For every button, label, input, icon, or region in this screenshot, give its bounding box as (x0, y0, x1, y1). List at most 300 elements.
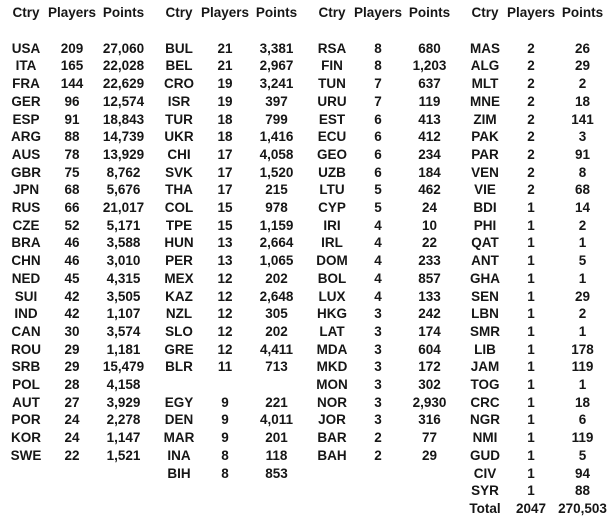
cell-players: 1 (527, 323, 535, 339)
table-row (310, 394, 457, 412)
cell-players: 15 (217, 217, 233, 233)
table-row (157, 341, 304, 359)
cell-points: 221 (265, 394, 288, 410)
cell-players: 2 (527, 58, 535, 74)
cell-ctry: EST (318, 111, 346, 127)
cell-points: 141 (571, 111, 594, 127)
table-row (4, 358, 151, 376)
table-row (157, 111, 304, 129)
table-group-1 (4, 4, 151, 465)
cell-points: 5 (578, 447, 587, 463)
cell-players: 27 (64, 394, 80, 410)
cell-ctry: POR (11, 412, 41, 428)
cell-players: 18 (217, 111, 233, 127)
table-row (310, 447, 457, 465)
table-row (463, 234, 610, 252)
cell-players: 3 (374, 377, 382, 393)
cell-points: 10 (421, 217, 438, 233)
cell-ctry: PAK (471, 129, 499, 145)
cell-points: 1 (578, 270, 587, 286)
column-header-ctry: Ctry (471, 5, 499, 20)
spacer-row (463, 22, 610, 40)
table-row (463, 270, 610, 288)
cell-points: 604 (418, 341, 441, 357)
cell-points: 462 (418, 182, 441, 198)
cell-ctry: CAN (11, 323, 41, 339)
cell-ctry: IND (14, 306, 38, 322)
cell-ctry: MNE (470, 93, 500, 109)
cell-points: 234 (418, 146, 441, 162)
cell-players: 8 (374, 40, 382, 56)
cell-points: 5 (578, 253, 587, 269)
cell-points: 3 (578, 129, 587, 145)
cell-players: 8 (221, 447, 229, 463)
table-row (463, 305, 610, 323)
cell-ctry: KAZ (165, 288, 193, 304)
cell-players: 1 (527, 412, 535, 428)
table-row (4, 394, 151, 412)
cell-players: 4 (374, 253, 382, 269)
cell-ctry: GUD (470, 447, 500, 463)
cell-ctry: BUL (165, 40, 193, 56)
cell-ctry: CHN (11, 253, 41, 269)
cell-players: 42 (64, 306, 80, 322)
table-row (157, 288, 304, 306)
cell-points: 26 (574, 40, 591, 56)
cell-players: 3 (374, 323, 382, 339)
cell-ctry: RSA (317, 40, 347, 56)
cell-ctry: JOR (318, 412, 346, 428)
cell-players: 96 (64, 93, 80, 109)
cell-points: 13,929 (102, 146, 145, 162)
cell-ctry: HKG (317, 306, 347, 322)
cell-ctry: SUI (14, 288, 38, 304)
cell-players: 17 (217, 182, 233, 198)
cell-points: 22,028 (102, 58, 145, 74)
cell-points: 2,278 (106, 412, 141, 428)
cell-players: 4 (374, 217, 382, 233)
cell-points: 2,648 (259, 288, 294, 304)
table-row (463, 111, 610, 129)
cell-ctry: AUS (11, 146, 41, 162)
cell-points: 202 (265, 270, 288, 286)
cell-players: 91 (64, 111, 80, 127)
column-header-points: Points (102, 5, 145, 20)
cell-ctry: MAS (470, 40, 500, 56)
cell-ctry: BRA (11, 235, 41, 251)
header-row (310, 4, 457, 22)
cell-points: 412 (418, 129, 441, 145)
table-row (463, 199, 610, 217)
table-row (310, 323, 457, 341)
column-header-points: Points (408, 5, 451, 20)
cell-players: 5 (374, 182, 382, 198)
header-row (157, 4, 304, 22)
cell-points: 3,929 (106, 394, 141, 410)
table-row (463, 411, 610, 429)
cell-ctry: VEN (471, 164, 499, 180)
cell-ctry: FIN (321, 58, 343, 74)
cell-players: 7 (374, 93, 382, 109)
cell-players: 144 (60, 76, 84, 92)
cell-ctry: LAT (319, 323, 345, 339)
table-row (463, 93, 610, 111)
cell-points: 1 (578, 235, 587, 251)
cell-points: 4,058 (259, 146, 294, 162)
cell-ctry: BIH (167, 465, 191, 481)
cell-players: 28 (64, 377, 80, 393)
table-row (4, 199, 151, 217)
table-row (157, 93, 304, 111)
cell-points: 270,503 (558, 500, 607, 516)
cell-points: 5,171 (106, 217, 141, 233)
cell-players: 75 (64, 164, 80, 180)
table-row (310, 181, 457, 199)
cell-points: 397 (265, 93, 288, 109)
cell-points: 1,520 (259, 164, 294, 180)
cell-players: 21 (217, 58, 233, 74)
cell-points: 316 (418, 412, 441, 428)
table-row (4, 75, 151, 93)
cell-ctry: GEO (316, 146, 347, 162)
cell-players: 78 (64, 146, 80, 162)
cell-ctry: SVK (165, 164, 193, 180)
cell-ctry: URU (317, 93, 347, 109)
header-row (4, 4, 151, 22)
cell-players: 1 (527, 483, 535, 499)
table-row (310, 429, 457, 447)
cell-players: 42 (64, 288, 80, 304)
cell-players: 1 (527, 288, 535, 304)
table-row (463, 288, 610, 306)
table-row (310, 93, 457, 111)
cell-ctry: MEX (164, 270, 194, 286)
cell-ctry: SYR (471, 483, 499, 499)
table-row (310, 234, 457, 252)
cell-players: 24 (64, 412, 80, 428)
cell-players: 1 (527, 306, 535, 322)
table-row (4, 288, 151, 306)
table-row (157, 323, 304, 341)
cell-players: 1 (527, 447, 535, 463)
cell-players: 9 (221, 394, 229, 410)
cell-ctry: MAR (163, 430, 195, 446)
column-header-players: Players (354, 5, 403, 20)
table-row (310, 305, 457, 323)
table-row (4, 146, 151, 164)
cell-players: 2 (374, 447, 382, 463)
cell-points: 305 (265, 306, 288, 322)
table-row (157, 465, 304, 483)
column-header-players: Players (201, 5, 250, 20)
cell-players: 1 (527, 235, 535, 251)
cell-players: 2 (527, 164, 535, 180)
cell-points: 799 (265, 111, 288, 127)
table-row (310, 75, 457, 93)
spacer-row (310, 22, 457, 40)
cell-ctry: VIE (474, 182, 496, 198)
cell-players: 4 (374, 288, 382, 304)
cell-ctry: DEN (164, 412, 194, 428)
cell-points: 4,315 (106, 270, 141, 286)
cell-points: 4,011 (259, 412, 294, 428)
cell-ctry: QAT (471, 235, 499, 251)
cell-points: 12,574 (102, 93, 145, 109)
cell-ctry: SEN (471, 288, 499, 304)
cell-players: 46 (64, 235, 80, 251)
table-row (4, 111, 151, 129)
cell-ctry: BLR (165, 359, 193, 375)
cell-points: 3,505 (106, 288, 141, 304)
cell-ctry: BAH (317, 447, 347, 463)
cell-points: 302 (418, 377, 441, 393)
cell-ctry: TPE (165, 217, 193, 233)
cell-players: 6 (374, 164, 382, 180)
table-row (4, 217, 151, 235)
table-row (463, 75, 610, 93)
cell-ctry: LUX (318, 288, 346, 304)
cell-points: 68 (574, 182, 591, 198)
table-group-2 (157, 4, 304, 482)
cell-players: 12 (217, 306, 233, 322)
cell-ctry: ISR (167, 93, 191, 109)
table-row (157, 181, 304, 199)
cell-points: 119 (571, 430, 594, 446)
cell-ctry: GER (11, 93, 41, 109)
cell-players: 165 (60, 58, 84, 74)
table-row (4, 164, 151, 182)
cell-ctry: PHI (473, 217, 497, 233)
table-row (310, 270, 457, 288)
table-row (157, 234, 304, 252)
table-row (4, 429, 151, 447)
cell-players: 11 (217, 359, 233, 375)
table-row (157, 411, 304, 429)
cell-points: 77 (421, 430, 438, 446)
cell-points: 413 (418, 111, 441, 127)
cell-ctry: FRA (12, 76, 40, 92)
table-row (4, 234, 151, 252)
table-row (4, 57, 151, 75)
table-row (4, 181, 151, 199)
table-row (310, 128, 457, 146)
cell-points: 184 (418, 164, 441, 180)
cell-ctry: CIV (473, 465, 497, 481)
cell-players: 209 (60, 40, 84, 56)
cell-players: 29 (64, 341, 80, 357)
table-row (4, 323, 151, 341)
cell-players: 1 (527, 465, 535, 481)
cell-ctry: NMI (472, 430, 498, 446)
cell-points: 174 (418, 323, 441, 339)
cell-players: 2 (527, 40, 535, 56)
table-row (310, 288, 457, 306)
cell-players: 2 (527, 146, 535, 162)
cell-players: 1 (527, 200, 535, 216)
cell-players: 13 (217, 235, 233, 251)
table-row (157, 447, 304, 465)
cell-points: 24 (421, 200, 438, 216)
cell-players: 1 (527, 341, 535, 357)
column-header-players: Players (48, 5, 97, 20)
cell-points: 3,588 (106, 235, 141, 251)
cell-players: 30 (64, 323, 80, 339)
table-row (463, 164, 610, 182)
cell-players: 15 (217, 200, 233, 216)
table-row (157, 57, 304, 75)
cell-points: 91 (574, 146, 591, 162)
cell-players: 2 (527, 93, 535, 109)
cell-players: 2047 (515, 500, 547, 516)
column-header-ctry: Ctry (165, 5, 193, 20)
cell-points: 857 (418, 270, 441, 286)
cell-ctry: AUT (12, 394, 40, 410)
cell-ctry: IRI (323, 217, 341, 233)
cell-ctry: ROU (11, 341, 41, 357)
table-row (310, 411, 457, 429)
table-row (4, 305, 151, 323)
cell-points: 3,241 (259, 76, 294, 92)
cell-ctry: GRE (164, 341, 194, 357)
cell-points: 2 (578, 217, 587, 233)
cell-players: 46 (64, 253, 80, 269)
cell-ctry: LBN (471, 306, 499, 322)
cell-ctry: BOL (317, 270, 347, 286)
cell-players: 19 (217, 93, 233, 109)
column-header-points: Points (561, 5, 604, 20)
cell-ctry: MDA (316, 341, 348, 357)
cell-ctry: THA (165, 182, 193, 198)
cell-ctry: SLO (165, 323, 193, 339)
cell-points: 2 (578, 306, 587, 322)
cell-points: 242 (418, 306, 441, 322)
spacer-row (4, 22, 151, 40)
cell-players: 12 (217, 270, 233, 286)
cell-ctry: NOR (317, 394, 347, 410)
table-group-3 (310, 4, 457, 465)
cell-ctry: IRL (321, 235, 343, 251)
table-row (463, 323, 610, 341)
cell-points: 1 (578, 377, 587, 393)
cell-points: 202 (265, 323, 288, 339)
cell-players: 4 (374, 270, 382, 286)
cell-points: 18 (574, 93, 591, 109)
cell-players: 88 (64, 129, 80, 145)
table-row (463, 429, 610, 447)
table-row (157, 394, 304, 412)
cell-players: 12 (217, 323, 233, 339)
cell-players: 8 (374, 58, 382, 74)
cell-players: 12 (217, 288, 233, 304)
cell-points: 2,967 (259, 58, 294, 74)
table-row (463, 252, 610, 270)
table-row (463, 181, 610, 199)
table-row (463, 394, 610, 412)
column-header-players: Players (507, 5, 556, 20)
table-row (463, 465, 610, 483)
cell-players: 22 (64, 447, 80, 463)
cell-players: 1 (527, 359, 535, 375)
column-header-ctry: Ctry (318, 5, 346, 20)
cell-players: 1 (527, 377, 535, 393)
cell-players: 1 (527, 394, 535, 410)
table-row (157, 40, 304, 58)
cell-points: 18 (574, 394, 591, 410)
cell-points: 1,521 (106, 447, 141, 463)
cell-points: 1 (578, 323, 587, 339)
cell-players: 7 (374, 76, 382, 92)
cell-ctry: ZIM (473, 111, 497, 127)
cell-ctry: PER (165, 253, 193, 269)
cell-players: 52 (64, 217, 80, 233)
stats-table-1 (4, 4, 151, 465)
cell-players: 3 (374, 412, 382, 428)
table-row (157, 429, 304, 447)
cell-points: 27,060 (102, 40, 145, 56)
cell-points: 201 (265, 430, 288, 446)
cell-players: 3 (374, 306, 382, 322)
cell-ctry: CZE (12, 217, 40, 233)
table-row (310, 341, 457, 359)
cell-players: 2 (527, 76, 535, 92)
cell-players: 66 (64, 200, 80, 216)
table-row (310, 146, 457, 164)
cell-ctry: COL (164, 200, 194, 216)
cell-players: 9 (221, 412, 229, 428)
cell-players: 13 (217, 253, 233, 269)
cell-points: 133 (418, 288, 441, 304)
cell-points: 1,107 (106, 306, 141, 322)
cell-points: 3,010 (106, 253, 141, 269)
cell-players: 1 (527, 270, 535, 286)
cell-players: 3 (374, 359, 382, 375)
table-row (4, 40, 151, 58)
table-row (157, 252, 304, 270)
cell-players: 6 (374, 129, 382, 145)
cell-points: 5,676 (106, 182, 141, 198)
cell-ctry: PAR (471, 146, 499, 162)
table-row (310, 217, 457, 235)
cell-ctry: ALG (470, 58, 500, 74)
table-row (4, 93, 151, 111)
table-row (463, 146, 610, 164)
table-row (463, 358, 610, 376)
cell-ctry: MKD (316, 359, 348, 375)
table-row (157, 217, 304, 235)
blank-row (157, 376, 304, 394)
cell-points: 3,574 (106, 323, 141, 339)
cell-players: 1 (527, 253, 535, 269)
cell-points: 29 (574, 288, 591, 304)
spacer-row (157, 22, 304, 40)
cell-points: 4,411 (259, 341, 294, 357)
cell-points: 8,762 (106, 164, 141, 180)
table-row (4, 447, 151, 465)
cell-players: 12 (217, 341, 233, 357)
cell-players: 9 (221, 430, 229, 446)
cell-points: 1,159 (259, 217, 294, 233)
cell-players: 3 (374, 341, 382, 357)
cell-ctry: HUN (164, 235, 194, 251)
cell-points: 680 (418, 40, 441, 56)
header-row (463, 4, 610, 22)
cell-ctry: ARG (11, 129, 41, 145)
cell-points: 1,181 (106, 341, 141, 357)
table-row (463, 482, 610, 500)
cell-ctry: TUN (318, 76, 346, 92)
cell-points: 1,065 (259, 253, 294, 269)
cell-points: 178 (571, 341, 594, 357)
